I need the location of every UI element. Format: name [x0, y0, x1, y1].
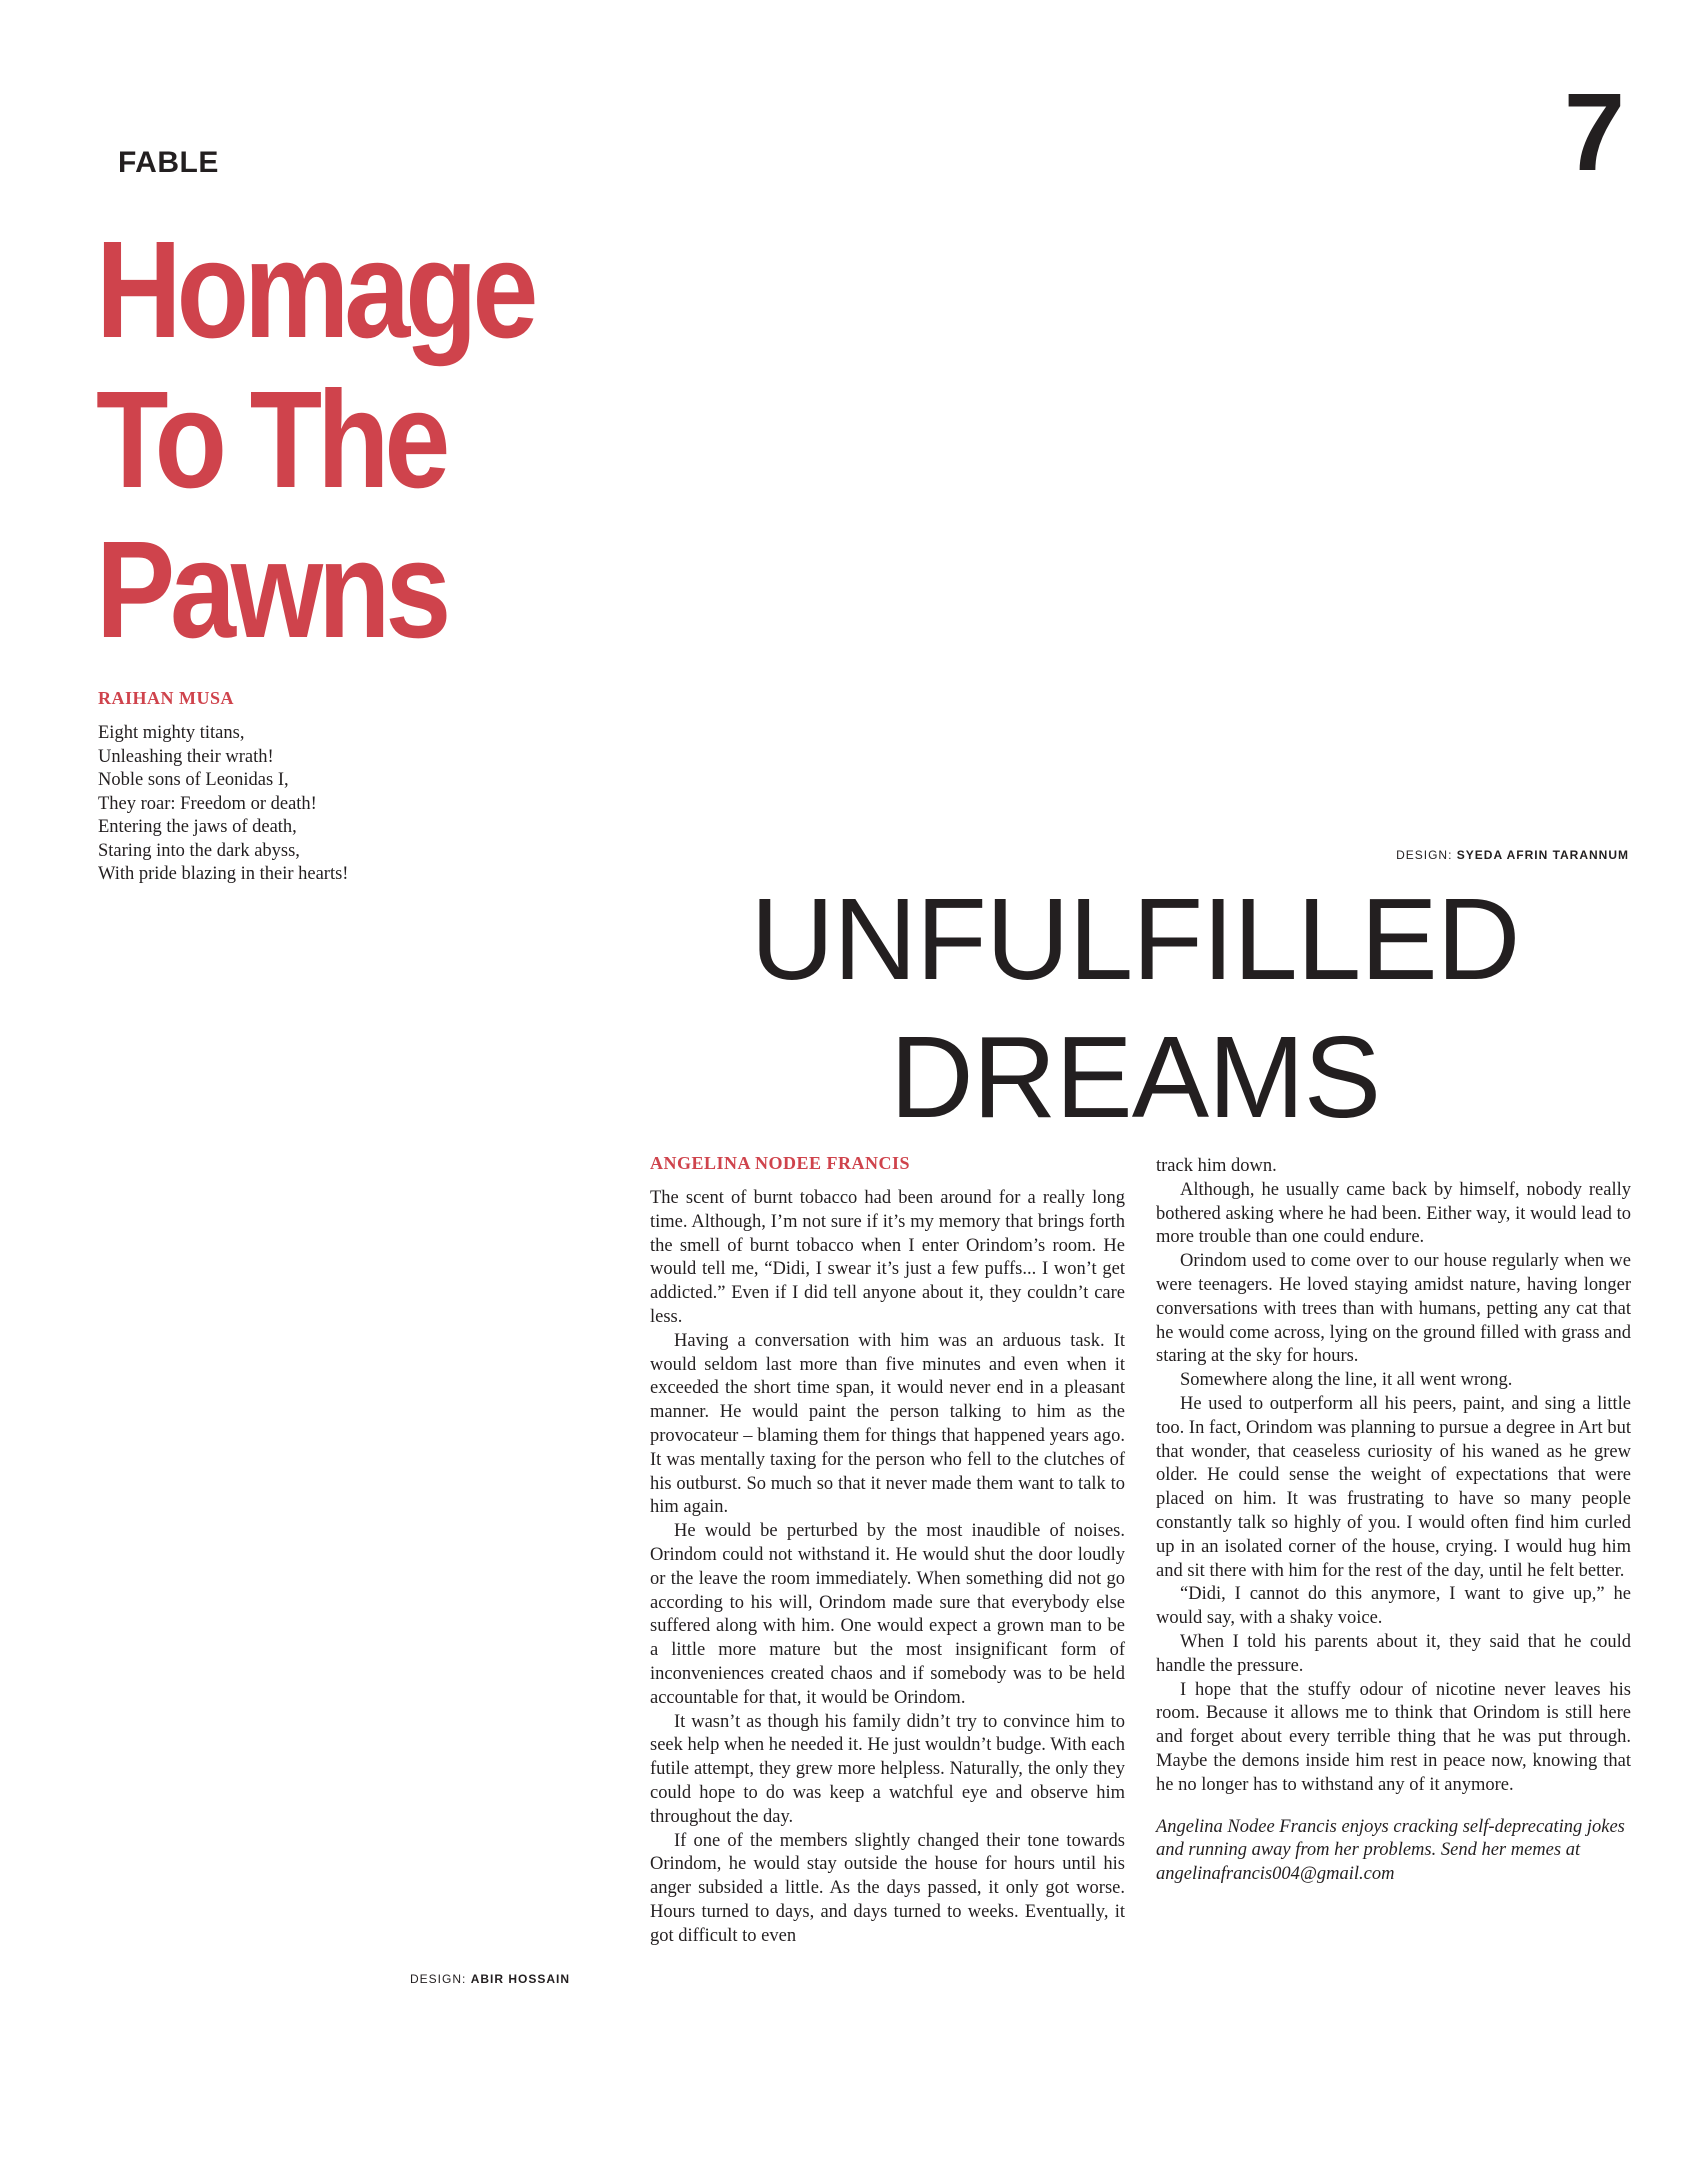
poem-body — [98, 722, 348, 887]
story-author: ANGELINA NODEE FRANCIS — [650, 1153, 911, 1173]
story-title-line: DREAMS — [889, 1012, 1381, 1142]
paragraph: Although, he usually came back by himself, nobody really bothered asking where he had been. Either way, it would lead to more trouble than one could endure. — [1156, 1179, 1631, 1248]
story-design-credit — [1396, 848, 1629, 862]
designer-name: ABIR HOSSAIN — [470, 1972, 571, 1986]
design-label: DESIGN: — [410, 1972, 467, 1986]
designer-name: SYEDA AFRIN TARANNUM — [1456, 848, 1629, 862]
paragraph: When I told his parents about it, they said that he could handle the pressure. — [1156, 1631, 1631, 1676]
poem-line: Unleashing their wrath! — [98, 746, 274, 767]
poem-author: RAIHAN MUSA — [98, 688, 234, 708]
design-label: DESIGN: — [1396, 848, 1453, 862]
paragraph: Somewhere along the line, it all went wrong. — [1180, 1370, 1513, 1391]
story-column-1 — [650, 1187, 1125, 1949]
paragraph: It wasn’t as though his family didn’t try to convince him to seek help when he needed it. He just wouldn’t budge. With each futile attempt, they grew more helpless. Naturally, the only they could hope to do was keep a watchful eye and observe him throughout the day. — [650, 1711, 1125, 1827]
paragraph: Having a conversation with him was an arduous task. It would seldom last more than five minutes and even when it exceeded the short time span, it would never end in a pleasant manner. He would paint the person talking to him as the provocateur – blaming them for things that happened years ago. It was mentally taxing for the person who fell to the clutches of his outburst. So much so that it never made them want to talk to him again. — [650, 1330, 1125, 1518]
page-number: 7 — [1563, 71, 1625, 194]
paragraph: He used to outperform all his peers, paint, and sing a little too. In fact, Orindom was planning to pursue a degree in Art but that wonder, that ceaseless curiosity of his waned as he grew older. He could sense the weight of expectations that were placed on him. It was frustrating to have so many people constantly talk so highly of you. I would often find him curled up in an isolated corner of the house, crying. I would hug him and sit there with him for the rest of the day, until he felt better. — [1156, 1393, 1631, 1581]
section-label: FABLE — [118, 146, 219, 179]
poem-title-line: Homage — [96, 213, 534, 367]
paragraph: Orindom used to come over to our house regularly when we were teenagers. He loved staying amidst nature, having longer conversations with trees than with humans, petting any cat that he would come across, lying on the ground filled with grass and staring at the sky for hours. — [1156, 1251, 1631, 1367]
poem-title-line: Pawns — [96, 513, 447, 667]
poem-title — [96, 215, 656, 665]
paragraph: The scent of burnt tobacco had been around for a really long time. Although, I’m not sure if it’s my memory that brings forth the smell of burnt tobacco when I enter Orindom’s room. He would tell me, “Didi, I swear it’s just a few puffs... I won’t get addicted.” Even if I did tell anyone about it, they couldn’t care less. — [650, 1188, 1125, 1327]
poem-line: Staring into the dark abyss, — [98, 840, 300, 861]
story-column-2 — [1156, 1155, 1631, 1887]
story-title-line: UNFULFILLED — [750, 874, 1520, 1004]
poem-line: Noble sons of Leonidas I, — [98, 770, 289, 790]
poem-line: They roar: Freedom or death! — [98, 793, 317, 814]
paragraph: I hope that the stuffy odour of nicotine never leaves his room. Because it allows me to think that Orindom is still here and forget about every terrible thing that he was put through. Maybe the demons inside him rest in peace now, knowing that he no longer has to withstand any of it anymore. — [1156, 1679, 1631, 1795]
story-title — [640, 870, 1630, 1146]
paragraph: “Didi, I cannot do this anymore, I want to give up,” he would say, with a shaky voice. — [1156, 1584, 1631, 1629]
paragraph: He would be perturbed by the most inaudible of noises. Orindom could not withstand it. He would shut the door loudly or the leave the room immediately. When something did not go according to his will, Orindom made sure that everybody else suffered along with him. One would expect a grown man to be a little more mature but the most insignificant form of inconveniences created chaos and if somebody was to be held accountable for that, it would be Orindom. — [650, 1521, 1125, 1708]
poem-line: Eight mighty titans, — [98, 723, 245, 743]
paragraph: track him down. — [1156, 1156, 1277, 1176]
poem-line: Entering the jaws of death, — [98, 817, 297, 837]
poem-line: With pride blazing in their hearts! — [98, 864, 349, 884]
author-bio: Angelina Nodee Francis enjoys cracking self-deprecating jokes and running away from her problems. Send her memes at angelinafrancis004@gmail.com — [1156, 1816, 1625, 1885]
paragraph: If one of the members slightly changed their tone towards Orindom, he would stay outside the house for hours until his anger subsided a little. As the days passed, it only got worse. Hours turned to days, and days turned to weeks. Eventually, it got difficult to even — [650, 1830, 1125, 1946]
poem-design-credit — [410, 1972, 570, 1986]
poem-title-line: To The — [96, 363, 446, 517]
